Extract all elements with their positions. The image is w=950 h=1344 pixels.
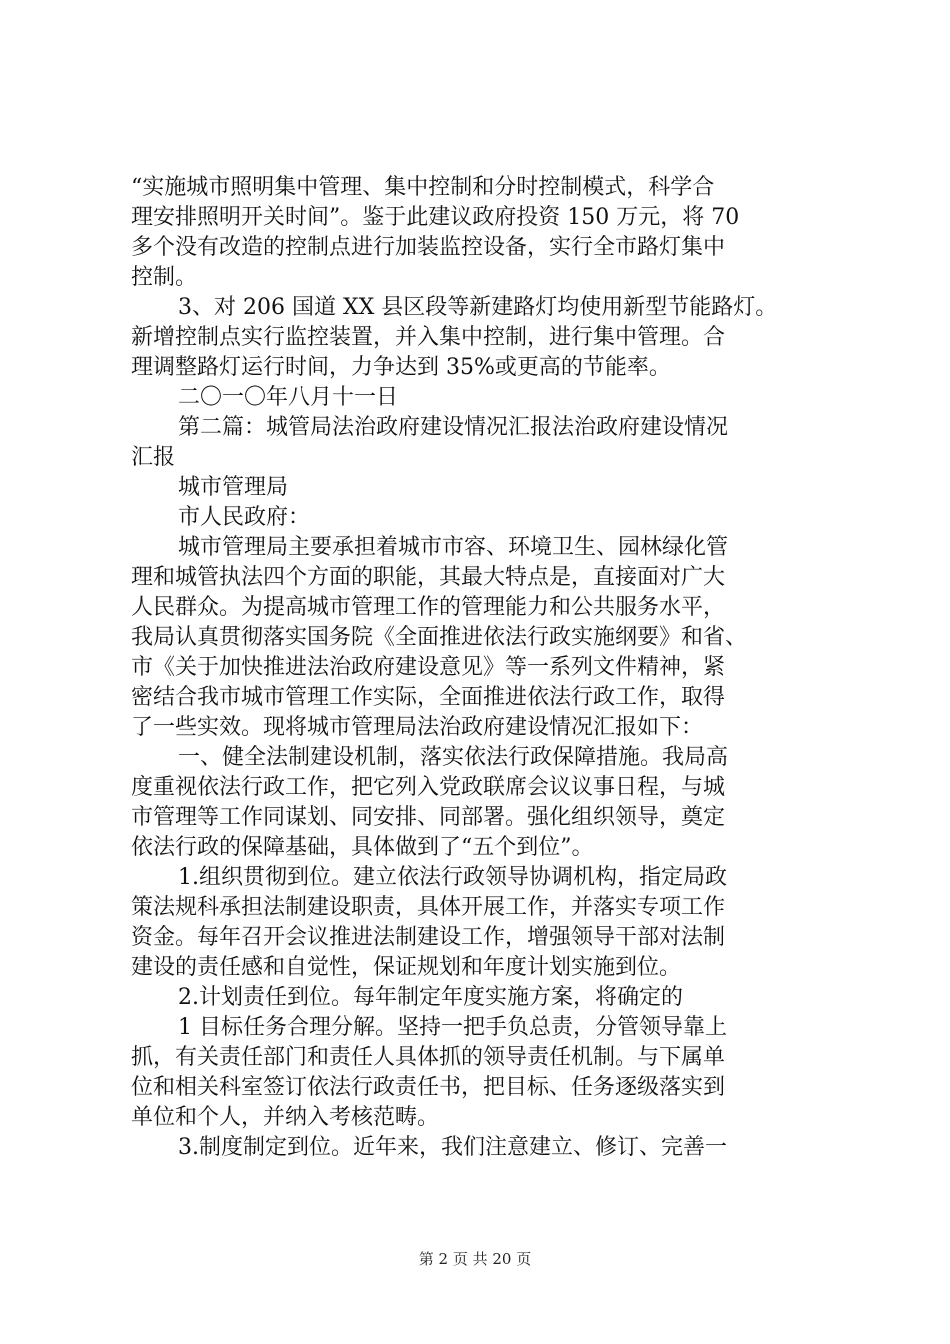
text-line: 我局认真贯彻落实国务院《全面推进依法行政实施纲要》和省、 (131, 625, 748, 650)
text-line: 市《关于加快推进法治政府建设意见》等一系列文件精神，紧 (131, 655, 726, 680)
text-line: 新增控制点实行监控装置，并入集中控制，进行集中管理。合 (131, 325, 726, 350)
text-line: 理安排照明开关时间”。鉴于此建议政府投资 150 万元，将 70 (131, 205, 740, 230)
text-line: 依法行政的保障基础，具体做到了“五个到位”。 (131, 835, 594, 860)
text-line: 城市管理局 (178, 475, 289, 500)
text-line: 策法规科承担法制建设职责，具体开展工作，并落实专项工作 (131, 895, 726, 920)
text-line: 抓，有关责任部门和责任人具体抓的领导责任机制。与下属单 (131, 1045, 726, 1070)
text-line: 单位和个人，并纳入考核范畴。 (131, 1105, 440, 1130)
text-line: 城市管理局主要承担着城市市容、环境卫生、园林绿化管 (178, 535, 729, 560)
page-number-footer: 第 2 页 共 20 页 (418, 1250, 532, 1268)
text-line: 理和城管执法四个方面的职能，其最大特点是，直接面对广大 (131, 565, 726, 590)
text-line: 资金。每年召开会议推进法制建设工作，增强领导干部对法制 (131, 925, 726, 950)
text-line: 3.制度制定到位。近年来，我们注意建立、修订、完善一 (178, 1135, 727, 1160)
text-line: 汇报 (131, 445, 176, 470)
text-line: 人民群众。为提高城市管理工作的管理能力和公共服务水平， (131, 595, 726, 620)
text-line: 密结合我市城市管理工作实际，全面推进依法行政工作，取得 (131, 685, 726, 710)
date-line: 二〇一〇年八月十一日 (178, 385, 399, 410)
text-line: 1 目标任务合理分解。坚持一把手负总责，分管领导靠上 (178, 1015, 727, 1040)
text-line: 位和相关科室签订依法行政责任书，把目标、任务逐级落实到 (131, 1075, 726, 1100)
text-line: 理调整路灯运行时间，力争达到 35%或更高的节能率。 (131, 355, 671, 380)
section-heading: 第二篇：城管局法治政府建设情况汇报法治政府建设情况 (178, 415, 729, 440)
text-line: 1.组织贯彻到位。建立依法行政领导协调机构，指定局政 (178, 865, 727, 890)
text-line: 度重视依法行政工作，把它列入党政联席会议议事日程，与城 (131, 775, 726, 800)
text-line: 2.计划责任到位。每年制定年度实施方案，将确定的 (178, 985, 683, 1010)
text-line: 市人民政府： (178, 505, 311, 530)
text-line: 了一些实效。现将城市管理局法治政府建设情况汇报如下： (131, 715, 704, 740)
text-line: 多个没有改造的控制点进行加装监控设备，实行全市路灯集中 (131, 235, 726, 260)
text-line: 一、健全法制建设机制，落实依法行政保障措施。我局高 (178, 745, 729, 770)
text-line: “实施城市照明集中管理、集中控制和分时控制模式，科学合 (131, 175, 715, 200)
text-line: 建设的责任感和自觉性，保证规划和年度计划实施到位。 (131, 955, 682, 980)
text-line: 市管理等工作同谋划、同安排、同部署。强化组织领导，奠定 (131, 805, 726, 830)
text-line: 3、对 206 国道 XX 县区段等新建路灯均使用新型节能路灯。 (178, 295, 778, 320)
text-line: 控制。 (131, 265, 198, 290)
